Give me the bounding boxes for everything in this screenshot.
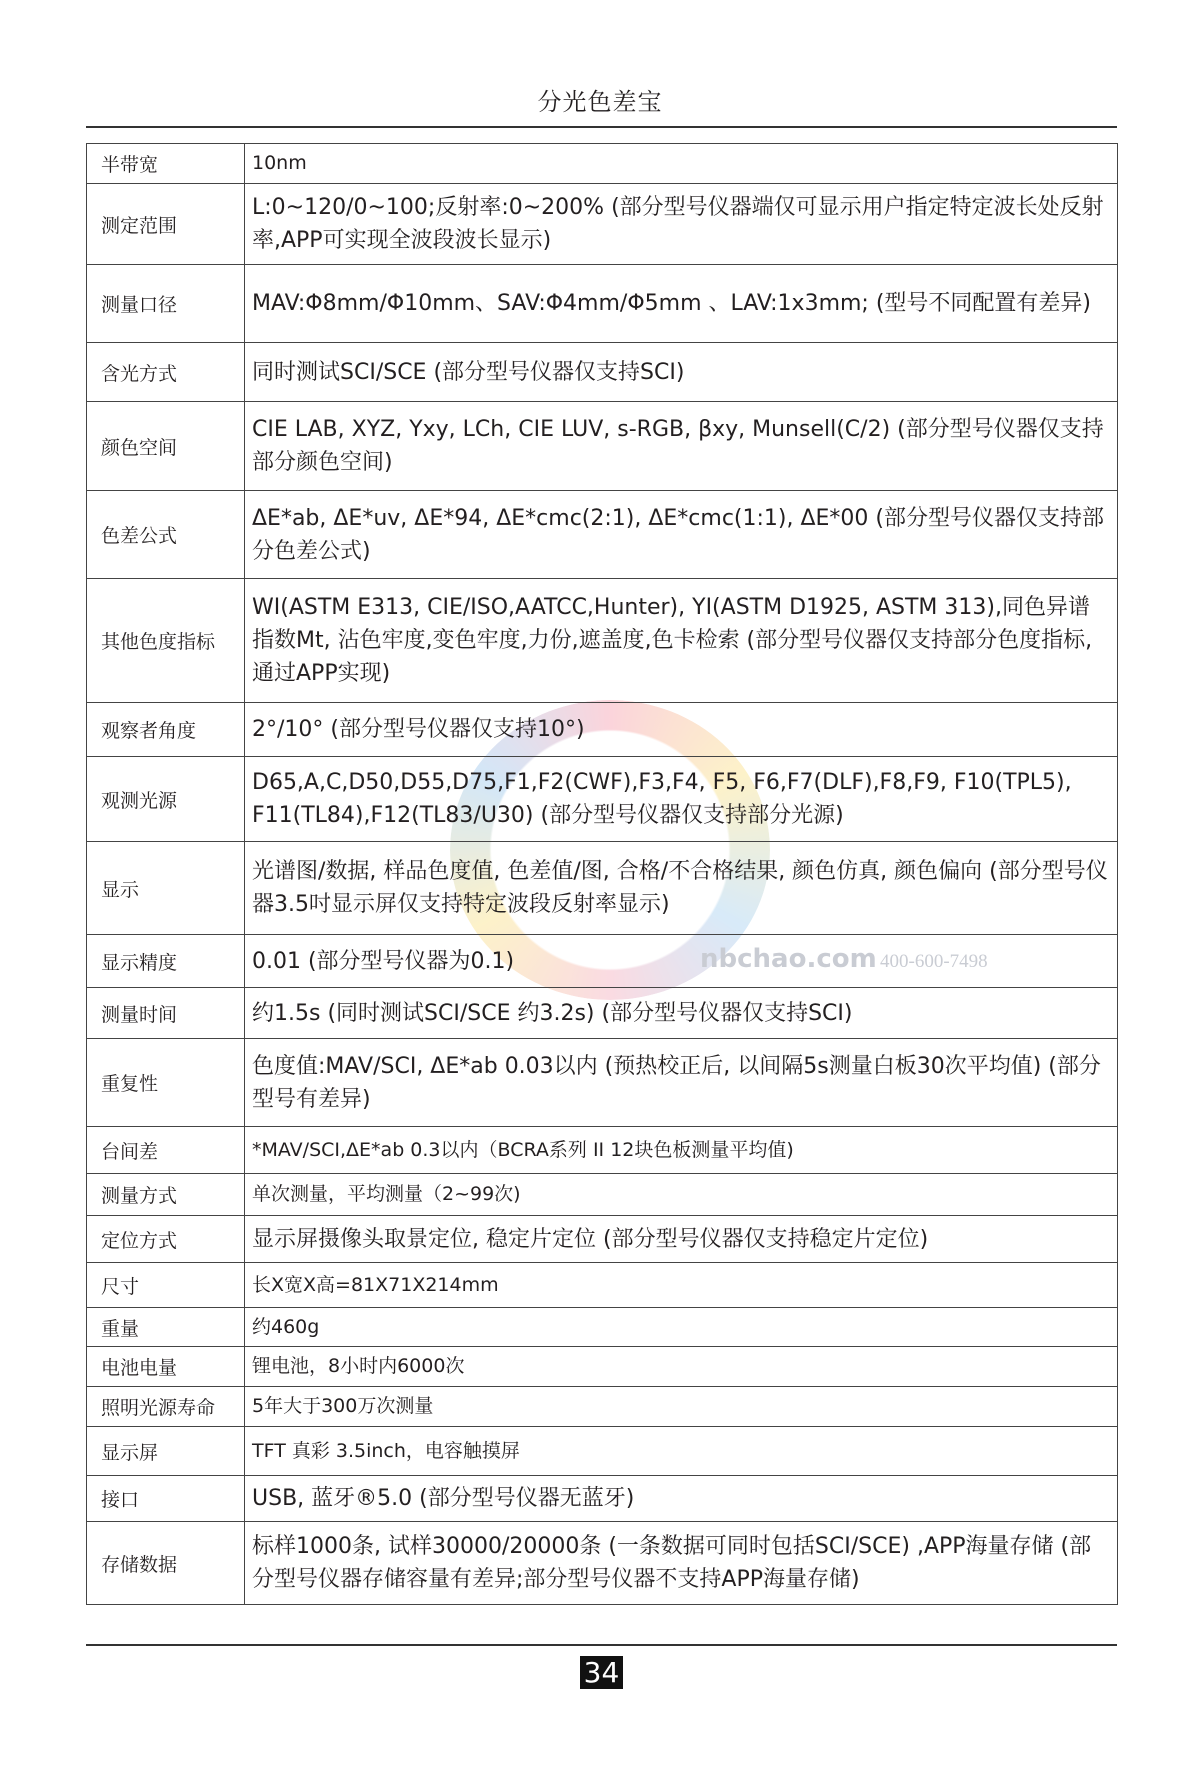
spec-label: 含光方式 <box>87 343 245 402</box>
spec-row <box>87 1174 1118 1216</box>
spec-label: 重量 <box>87 1308 245 1347</box>
spec-row <box>87 1216 1118 1263</box>
spec-value: 约1.5s (同时测试SCI/SCE 约3.2s) (部分型号仪器仅支持SCI) <box>245 988 1118 1039</box>
spec-value: 长X宽X高=81X71X214mm <box>245 1263 1118 1308</box>
spec-row <box>87 1308 1118 1347</box>
spec-label: 色差公式 <box>87 491 245 579</box>
spec-row <box>87 184 1118 265</box>
spec-value: CIE LAB, XYZ, Yxy, LCh, CIE LUV, s-RGB, βxy, Munsell(C/2) (部分型号仪器仅支持部分颜色空间) <box>245 402 1118 491</box>
spec-value: 锂电池，8小时内6000次 <box>245 1347 1118 1387</box>
spec-value: 2°/10° (部分型号仪器仅支持10°) <box>245 703 1118 757</box>
spec-row <box>87 703 1118 757</box>
spec-value: 约460g <box>245 1308 1118 1347</box>
spec-value: 光谱图/数据, 样品色度值, 色差值/图, 合格/不合格结果, 颜色仿真, 颜色偏向 (部分型号仪器3.5吋显示屏仅支持特定波段反射率显示) <box>245 842 1118 935</box>
spec-value: 色度值:MAV/SCI, ΔE*ab 0.03以内 (预热校正后, 以间隔5s测量白板30次平均值) (部分型号有差异) <box>245 1039 1118 1127</box>
spec-value: WI(ASTM E313, CIE/ISO,AATCC,Hunter), YI(ASTM D1925, ASTM 313),同色异谱指数Mt, 沾色牢度,变色牢度,力份,遮盖度,色卡检索 (部分型号仪器仅支持部分色度指标, 通过APP实现) <box>245 579 1118 703</box>
spec-label: 重复性 <box>87 1039 245 1127</box>
spec-row <box>87 144 1118 184</box>
spec-table <box>86 143 1118 1605</box>
spec-label: 尺寸 <box>87 1263 245 1308</box>
spec-row <box>87 1427 1118 1476</box>
spec-label: 台间差 <box>87 1127 245 1174</box>
spec-label: 测定范围 <box>87 184 245 265</box>
watermark-phone: 400-600-7498 <box>880 951 988 972</box>
spec-row <box>87 1039 1118 1127</box>
spec-value: ΔE*ab, ΔE*uv, ΔE*94, ΔE*cmc(2:1), ΔE*cmc(1:1), ΔE*00 (部分型号仪器仅支持部分色差公式) <box>245 491 1118 579</box>
spec-row <box>87 1347 1118 1387</box>
spec-value: D65,A,C,D50,D55,D75,F1,F2(CWF),F3,F4, F5, F6,F7(DLF),F8,F9, F10(TPL5), F11(TL84),F12(TL83/U30) (部分型号仪器仅支持部分光源) <box>245 757 1118 842</box>
spec-row <box>87 265 1118 343</box>
spec-value: 10nm <box>245 144 1118 184</box>
spec-value: USB, 蓝牙®5.0 (部分型号仪器无蓝牙) <box>245 1476 1118 1522</box>
spec-label: 存储数据 <box>87 1522 245 1605</box>
spec-label: 显示屏 <box>87 1427 245 1476</box>
spec-value: 0.01 (部分型号仪器为0.1) <box>245 935 1118 988</box>
spec-label: 观察者角度 <box>87 703 245 757</box>
spec-label: 定位方式 <box>87 1216 245 1263</box>
spec-row <box>87 491 1118 579</box>
spec-value: MAV:Φ8mm/Φ10mm、SAV:Φ4mm/Φ5mm 、LAV:1x3mm; (型号不同配置有差异) <box>245 265 1118 343</box>
spec-row <box>87 1387 1118 1427</box>
spec-row <box>87 1476 1118 1522</box>
spec-row <box>87 1127 1118 1174</box>
spec-value: 标样1000条, 试样30000/20000条 (一条数据可同时包括SCI/SCE) ,APP海量存储 (部分型号仪器存储容量有差异;部分型号仪器不支持APP海量存储) <box>245 1522 1118 1605</box>
spec-label: 半带宽 <box>87 144 245 184</box>
spec-row <box>87 842 1118 935</box>
spec-value: 5年大于300万次测量 <box>245 1387 1118 1427</box>
page-title: 分光色差宝 <box>537 88 663 116</box>
spec-label: 电池电量 <box>87 1347 245 1387</box>
spec-label: 显示 <box>87 842 245 935</box>
spec-label: 颜色空间 <box>87 402 245 491</box>
spec-row <box>87 343 1118 402</box>
spec-row <box>87 988 1118 1039</box>
spec-row <box>87 1263 1118 1308</box>
page-number: 34 <box>580 1656 623 1689</box>
spec-label: 其他色度指标 <box>87 579 245 703</box>
header-rule <box>86 126 1117 128</box>
spec-row <box>87 402 1118 491</box>
spec-value: 同时测试SCI/SCE (部分型号仪器仅支持SCI) <box>245 343 1118 402</box>
spec-label: 观测光源 <box>87 757 245 842</box>
spec-row <box>87 1522 1118 1605</box>
spec-value: L:0~120/0~100;反射率:0~200% (部分型号仪器端仅可显示用户指定特定波长处反射率,APP可实现全波段波长显示) <box>245 184 1118 265</box>
spec-label: 测量口径 <box>87 265 245 343</box>
spec-label: 显示精度 <box>87 935 245 988</box>
spec-value: 显示屏摄像头取景定位, 稳定片定位 (部分型号仪器仅支持稳定片定位) <box>245 1216 1118 1263</box>
spec-label: 照明光源寿命 <box>87 1387 245 1427</box>
spec-value: 单次测量，平均测量（2~99次) <box>245 1174 1118 1216</box>
spec-label: 接口 <box>87 1476 245 1522</box>
spec-label: 测量时间 <box>87 988 245 1039</box>
watermark-site: nbchao.com <box>700 944 877 974</box>
spec-value: *MAV/SCI,ΔE*ab 0.3以内（BCRA系列 II 12块色板测量平均值) <box>245 1127 1118 1174</box>
spec-row <box>87 757 1118 842</box>
spec-value: TFT 真彩 3.5inch，电容触摸屏 <box>245 1427 1118 1476</box>
footer-rule <box>86 1644 1117 1646</box>
spec-label: 测量方式 <box>87 1174 245 1216</box>
spec-row <box>87 579 1118 703</box>
